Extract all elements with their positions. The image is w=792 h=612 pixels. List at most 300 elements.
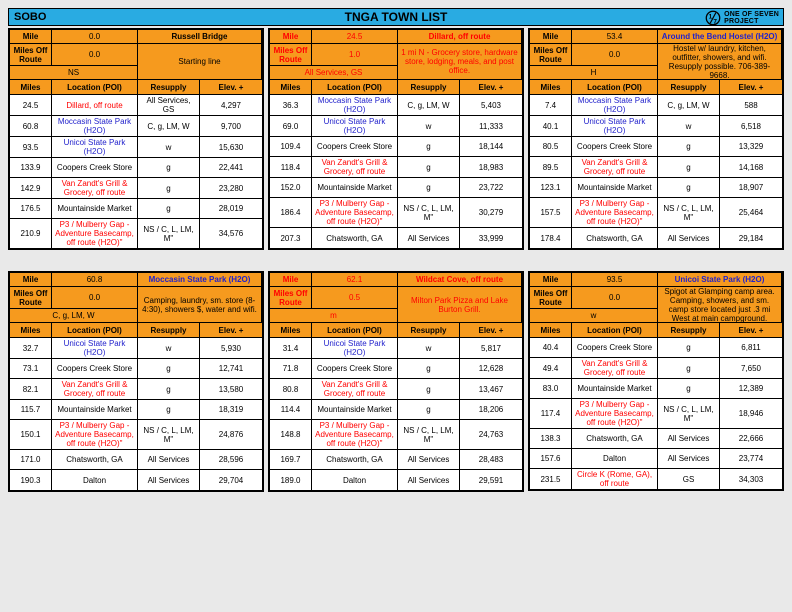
row-location: P3 / Mulberry Gap - Adventure Basecamp, off route (H2O)" — [572, 399, 658, 429]
svg-text:7: 7 — [713, 18, 718, 26]
table-row — [10, 219, 262, 248]
row-location: Mountainside Market — [312, 178, 398, 198]
miles-off-route-value: 0.0 — [572, 44, 658, 66]
row-miles: 114.4 — [270, 400, 312, 420]
row-elev: 29,591 — [460, 470, 522, 490]
row-location: Mountainside Market — [52, 400, 138, 420]
column-header-resupply: Resupply — [658, 80, 720, 95]
row-resupply: g — [398, 178, 460, 198]
row-elev: 11,333 — [460, 116, 522, 137]
row-miles: 150.1 — [10, 420, 52, 450]
column-header-resupply: Resupply — [398, 323, 460, 338]
row-miles: 7.4 — [530, 95, 572, 116]
table-row — [10, 450, 262, 470]
row-elev: 5,403 — [460, 95, 522, 116]
table-row — [10, 359, 262, 379]
table-row — [10, 95, 262, 116]
mile-label: Mile — [530, 273, 572, 287]
panel-header — [270, 30, 522, 80]
table-row — [270, 137, 522, 157]
row-miles: 210.9 — [10, 219, 52, 248]
row-elev: 22,441 — [200, 158, 262, 178]
resupply-code: w — [530, 309, 658, 323]
row-location: Coopers Creek Store — [312, 359, 398, 379]
panel-location-title: Unicoi State Park (H2O) — [658, 273, 782, 287]
panel-location-title: Moccasin State Park (H2O) — [138, 273, 262, 287]
row-miles: 73.1 — [10, 359, 52, 379]
row-location: Mountainside Market — [572, 178, 658, 198]
table-row — [530, 429, 782, 449]
row-location: Mountainside Market — [52, 199, 138, 219]
row-elev: 28,596 — [200, 450, 262, 470]
row-miles: 148.8 — [270, 420, 312, 450]
mile-value: 60.8 — [52, 273, 138, 287]
row-miles: 157.5 — [530, 198, 572, 228]
table-row — [270, 420, 522, 450]
column-header-location: Location (POI) — [572, 80, 658, 95]
column-header-location: Location (POI) — [52, 323, 138, 338]
mile-label: Mile — [270, 273, 312, 287]
column-header-resupply: Resupply — [658, 323, 720, 338]
mile-label: Mile — [530, 30, 572, 44]
row-miles: 89.5 — [530, 157, 572, 178]
row-location: Dillard, off route — [52, 95, 138, 116]
table-row — [10, 178, 262, 199]
row-miles: 123.1 — [530, 178, 572, 198]
panel-description: Camping, laundry, sm. store (8-4:30), showers $, water and wifi. — [138, 287, 262, 323]
row-miles: 69.0 — [270, 116, 312, 137]
row-location: P3 / Mulberry Gap - Adventure Basecamp, off route (H2O)" — [312, 420, 398, 450]
row-elev: 18,907 — [720, 178, 782, 198]
row-location: Van Zandt's Grill & Grocery, off route — [312, 379, 398, 400]
column-header-miles: Miles — [10, 323, 52, 338]
row-resupply: g — [398, 400, 460, 420]
row-resupply: g — [398, 359, 460, 379]
table-row — [10, 379, 262, 400]
column-header-elev: Elev. + — [460, 80, 522, 95]
miles-off-route-value: 0.0 — [572, 287, 658, 309]
table-row — [270, 228, 522, 248]
row-elev: 18,206 — [460, 400, 522, 420]
row-location: Chatsworth, GA — [572, 429, 658, 449]
row-resupply: g — [138, 199, 200, 219]
panel-location-title: Dillard, off route — [398, 30, 522, 44]
row-elev: 12,628 — [460, 359, 522, 379]
table-row — [270, 157, 522, 178]
column-header-resupply: Resupply — [138, 323, 200, 338]
table-row — [530, 228, 782, 248]
row-elev: 6,811 — [720, 338, 782, 358]
mile-value: 24.5 — [312, 30, 398, 44]
row-miles: 71.8 — [270, 359, 312, 379]
panel-description: Starting line — [138, 44, 262, 80]
table-row — [10, 470, 262, 490]
panel-header — [10, 30, 262, 80]
row-resupply: w — [138, 338, 200, 359]
row-elev: 12,389 — [720, 379, 782, 399]
column-header-row — [10, 80, 262, 95]
resupply-code: NS — [10, 66, 138, 80]
table-row — [530, 449, 782, 469]
one-of-seven-icon — [705, 10, 721, 26]
row-location: Coopers Creek Store — [312, 137, 398, 157]
row-elev: 24,876 — [200, 420, 262, 450]
row-resupply: NS / C, L, LM, M" — [138, 420, 200, 450]
row-resupply: All Services — [398, 228, 460, 248]
row-miles: 83.0 — [530, 379, 572, 399]
row-elev: 5,930 — [200, 338, 262, 359]
row-miles: 186.4 — [270, 198, 312, 228]
table-row — [530, 178, 782, 198]
row-resupply: All Services — [138, 470, 200, 490]
row-location: P3 / Mulberry Gap - Adventure Basecamp, off route (H2O)" — [52, 219, 138, 248]
resupply-code: H — [530, 66, 658, 80]
row-miles: 169.7 — [270, 450, 312, 470]
column-header-elev: Elev. + — [720, 80, 782, 95]
row-elev: 24,763 — [460, 420, 522, 450]
row-location: Van Zandt's Grill & Grocery, off route — [572, 157, 658, 178]
town-list-panel — [268, 271, 524, 492]
row-elev: 12,741 — [200, 359, 262, 379]
row-location: Chatsworth, GA — [312, 228, 398, 248]
column-header-location: Location (POI) — [52, 80, 138, 95]
row-resupply: w — [398, 116, 460, 137]
panel-description: Hostel w/ laundry, kitchen, outfitter, showers, and wifi. Resupply possible. 706-389-9668. — [658, 44, 782, 80]
row-location: Coopers Creek Store — [572, 137, 658, 157]
row-location: P3 / Mulberry Gap - Adventure Basecamp, off route (H2O)" — [572, 198, 658, 228]
row-miles: 171.0 — [10, 450, 52, 470]
direction-label: SOBO — [14, 11, 47, 23]
table-row — [270, 198, 522, 228]
svg-text:1: 1 — [708, 13, 713, 21]
mile-value: 53.4 — [572, 30, 658, 44]
town-list-panel — [8, 271, 264, 492]
row-elev: 30,279 — [460, 198, 522, 228]
table-row — [270, 470, 522, 490]
row-location: Chatsworth, GA — [312, 450, 398, 470]
resupply-code: All Services, GS — [270, 66, 398, 80]
row-elev: 18,319 — [200, 400, 262, 420]
column-header-elev: Elev. + — [200, 80, 262, 95]
table-row — [530, 95, 782, 116]
row-resupply: g — [658, 137, 720, 157]
town-list-panel — [528, 271, 784, 491]
column-header-miles: Miles — [270, 323, 312, 338]
table-row — [10, 137, 262, 158]
table-row — [270, 95, 522, 116]
table-row — [10, 199, 262, 219]
table-row — [530, 379, 782, 399]
row-resupply: w — [398, 338, 460, 359]
row-resupply: NS / C, L, LM, M" — [658, 399, 720, 429]
row-resupply: C, g, LM, W — [658, 95, 720, 116]
table-row — [530, 358, 782, 379]
column-header-miles: Miles — [530, 323, 572, 338]
row-miles: 82.1 — [10, 379, 52, 400]
column-header-elev: Elev. + — [460, 323, 522, 338]
column-header-row — [270, 323, 522, 338]
mile-value: 0.0 — [52, 30, 138, 44]
row-miles: 176.5 — [10, 199, 52, 219]
row-location: Van Zandt's Grill & Grocery, off route — [312, 157, 398, 178]
panel-location-title: Around the Bend Hostel (H2O) — [658, 30, 782, 44]
row-miles: 49.4 — [530, 358, 572, 379]
row-resupply: NS / C, L, LM, M" — [398, 420, 460, 450]
row-resupply: g — [138, 379, 200, 400]
row-resupply: All Services — [658, 429, 720, 449]
panel-location-title: Russell Bridge — [138, 30, 262, 44]
miles-off-route-value: 0.0 — [52, 287, 138, 309]
row-resupply: All Services, GS — [138, 95, 200, 116]
row-elev: 34,576 — [200, 219, 262, 248]
row-location: Coopers Creek Store — [52, 359, 138, 379]
row-elev: 7,650 — [720, 358, 782, 379]
row-resupply: g — [138, 400, 200, 420]
panel-description: Spigot at Glamping camp area. Camping, showers, and sm. camp store located just .3 mi West at main campground. — [658, 287, 782, 323]
miles-off-route-label: Miles Off Route — [530, 287, 572, 309]
panel-rows — [10, 338, 262, 490]
row-elev: 33,999 — [460, 228, 522, 248]
mile-value: 93.5 — [572, 273, 658, 287]
row-resupply: C, g, LM, W — [398, 95, 460, 116]
row-miles: 178.4 — [530, 228, 572, 248]
row-resupply: g — [138, 359, 200, 379]
panel-description: 1 mi N - Grocery store, hardware store, lodging, meals, and post office. — [398, 44, 522, 80]
table-row — [530, 469, 782, 489]
row-elev: 28,019 — [200, 199, 262, 219]
row-resupply: g — [138, 178, 200, 199]
row-location: Moccasin State Park (H2O) — [572, 95, 658, 116]
row-elev: 28,483 — [460, 450, 522, 470]
town-list-panel — [528, 28, 784, 250]
miles-off-route-label: Miles Off Route — [530, 44, 572, 66]
row-miles: 157.6 — [530, 449, 572, 469]
column-header-resupply: Resupply — [398, 80, 460, 95]
row-location: Unicoi State Park (H2O) — [312, 338, 398, 359]
row-resupply: NS / C, L, LM, M" — [398, 198, 460, 228]
row-location: Dalton — [572, 449, 658, 469]
panel-rows — [270, 338, 522, 490]
row-location: Unicoi State Park (H2O) — [572, 116, 658, 137]
row-location: Chatsworth, GA — [572, 228, 658, 248]
logo-text-line1: ONE OF SEVEN — [724, 11, 779, 18]
column-header-location: Location (POI) — [312, 323, 398, 338]
row-resupply: g — [658, 157, 720, 178]
row-location: Dalton — [312, 470, 398, 490]
table-row — [10, 400, 262, 420]
row-elev: 23,280 — [200, 178, 262, 199]
row-miles: 109.4 — [270, 137, 312, 157]
row-elev: 29,704 — [200, 470, 262, 490]
row-location: Van Zandt's Grill & Grocery, off route — [52, 379, 138, 400]
table-row — [10, 116, 262, 137]
column-header-miles: Miles — [10, 80, 52, 95]
row-miles: 32.7 — [10, 338, 52, 359]
miles-off-route-value: 0.0 — [52, 44, 138, 66]
mile-label: Mile — [10, 30, 52, 44]
row-resupply: g — [658, 358, 720, 379]
column-header-miles: Miles — [270, 80, 312, 95]
resupply-code: C, g, LM, W — [10, 309, 138, 323]
panel-description: Milton Park Pizza and Lake Burton Grill. — [398, 287, 522, 323]
table-row — [270, 359, 522, 379]
row-elev: 14,168 — [720, 157, 782, 178]
row-elev: 18,144 — [460, 137, 522, 157]
row-elev: 6,518 — [720, 116, 782, 137]
row-miles: 142.9 — [10, 178, 52, 199]
row-location: Mountainside Market — [312, 400, 398, 420]
column-header-row — [270, 80, 522, 95]
table-row — [270, 116, 522, 137]
row-elev: 4,297 — [200, 95, 262, 116]
row-miles: 40.1 — [530, 116, 572, 137]
row-resupply: All Services — [398, 470, 460, 490]
row-miles: 36.3 — [270, 95, 312, 116]
panel-header — [530, 273, 782, 323]
row-elev: 5,817 — [460, 338, 522, 359]
row-elev: 18,946 — [720, 399, 782, 429]
table-row — [270, 379, 522, 400]
row-resupply: All Services — [658, 228, 720, 248]
column-header-row — [10, 323, 262, 338]
town-list-panel — [8, 28, 264, 250]
row-elev: 22,666 — [720, 429, 782, 449]
column-header-row — [530, 323, 782, 338]
row-resupply: NS / C, L, LM, M" — [138, 219, 200, 248]
row-resupply: C, g, LM, W — [138, 116, 200, 137]
table-row — [10, 158, 262, 178]
column-header-row — [530, 80, 782, 95]
row-location: Unicoi State Park (H2O) — [52, 338, 138, 359]
row-location: Unicoi State Park (H2O) — [312, 116, 398, 137]
mile-label: Mile — [270, 30, 312, 44]
town-list-panel — [268, 28, 524, 250]
row-elev: 18,983 — [460, 157, 522, 178]
row-resupply: NS / C, L, LM, M" — [658, 198, 720, 228]
row-miles: 80.5 — [530, 137, 572, 157]
table-row — [270, 400, 522, 420]
logo-text-line2: PROJECT — [724, 18, 759, 25]
row-miles: 80.8 — [270, 379, 312, 400]
row-miles: 93.5 — [10, 137, 52, 158]
panel-header — [270, 273, 522, 323]
row-location: Chatsworth, GA — [52, 450, 138, 470]
row-elev: 15,630 — [200, 137, 262, 158]
panel-header — [10, 273, 262, 323]
row-resupply: All Services — [398, 450, 460, 470]
row-location: Coopers Creek Store — [572, 338, 658, 358]
panel-rows — [530, 95, 782, 248]
row-location: Unicoi State Park (H2O) — [52, 137, 138, 158]
resupply-code: m — [270, 309, 398, 323]
panel-header — [530, 30, 782, 80]
row-miles: 118.4 — [270, 157, 312, 178]
row-resupply: All Services — [138, 450, 200, 470]
row-resupply: g — [398, 379, 460, 400]
page-title: TNGA TOWN LIST — [344, 10, 448, 24]
row-location: Coopers Creek Store — [52, 158, 138, 178]
row-resupply: g — [398, 157, 460, 178]
row-elev: 23,774 — [720, 449, 782, 469]
row-resupply: GS — [658, 469, 720, 489]
mile-label: Mile — [10, 273, 52, 287]
row-elev: 13,580 — [200, 379, 262, 400]
miles-off-route-label: Miles Off Route — [10, 287, 52, 309]
table-row — [530, 137, 782, 157]
panel-rows — [530, 338, 782, 489]
column-header-elev: Elev. + — [720, 323, 782, 338]
row-resupply: w — [658, 116, 720, 137]
row-elev: 9,700 — [200, 116, 262, 137]
table-row — [270, 338, 522, 359]
miles-off-route-label: Miles Off Route — [10, 44, 52, 66]
table-row — [530, 157, 782, 178]
row-miles: 189.0 — [270, 470, 312, 490]
row-resupply: g — [398, 137, 460, 157]
table-row — [270, 178, 522, 198]
table-row — [270, 450, 522, 470]
column-header-miles: Miles — [530, 80, 572, 95]
table-row — [10, 338, 262, 359]
panel-rows — [270, 95, 522, 248]
column-header-elev: Elev. + — [200, 323, 262, 338]
row-miles: 40.4 — [530, 338, 572, 358]
column-header-resupply: Resupply — [138, 80, 200, 95]
one-of-seven-logo — [705, 10, 779, 26]
column-header-location: Location (POI) — [572, 323, 658, 338]
row-miles: 190.3 — [10, 470, 52, 490]
panel-location-title: Wildcat Cove, off route — [398, 273, 522, 287]
row-location: Van Zandt's Grill & Grocery, off route — [572, 358, 658, 379]
row-miles: 231.5 — [530, 469, 572, 489]
row-miles: 207.3 — [270, 228, 312, 248]
row-location: Circle K (Rome, GA), off route — [572, 469, 658, 489]
row-miles: 117.4 — [530, 399, 572, 429]
mile-value: 62.1 — [312, 273, 398, 287]
table-row — [530, 116, 782, 137]
table-row — [530, 399, 782, 429]
table-row — [530, 338, 782, 358]
row-location: Dalton — [52, 470, 138, 490]
row-elev: 34,303 — [720, 469, 782, 489]
logo-text — [724, 11, 779, 25]
row-resupply: g — [658, 178, 720, 198]
panels-grid — [8, 28, 784, 492]
row-location: Mountainside Market — [572, 379, 658, 399]
row-elev: 13,467 — [460, 379, 522, 400]
row-miles: 115.7 — [10, 400, 52, 420]
row-elev: 588 — [720, 95, 782, 116]
title-bar — [8, 8, 784, 26]
panel-rows — [10, 95, 262, 248]
row-miles: 31.4 — [270, 338, 312, 359]
row-miles: 152.0 — [270, 178, 312, 198]
row-miles: 24.5 — [10, 95, 52, 116]
row-resupply: All Services — [658, 449, 720, 469]
row-location: P3 / Mulberry Gap - Adventure Basecamp, off route (H2O)" — [52, 420, 138, 450]
row-miles: 60.8 — [10, 116, 52, 137]
row-resupply: g — [658, 338, 720, 358]
miles-off-route-label: Miles Off Route — [270, 287, 312, 309]
row-location: Van Zandt's Grill & Grocery, off route — [52, 178, 138, 199]
row-resupply: g — [658, 379, 720, 399]
row-elev: 29,184 — [720, 228, 782, 248]
row-location: Moccasin State Park (H2O) — [52, 116, 138, 137]
row-resupply: g — [138, 158, 200, 178]
row-elev: 23,722 — [460, 178, 522, 198]
table-row — [530, 198, 782, 228]
row-miles: 133.9 — [10, 158, 52, 178]
